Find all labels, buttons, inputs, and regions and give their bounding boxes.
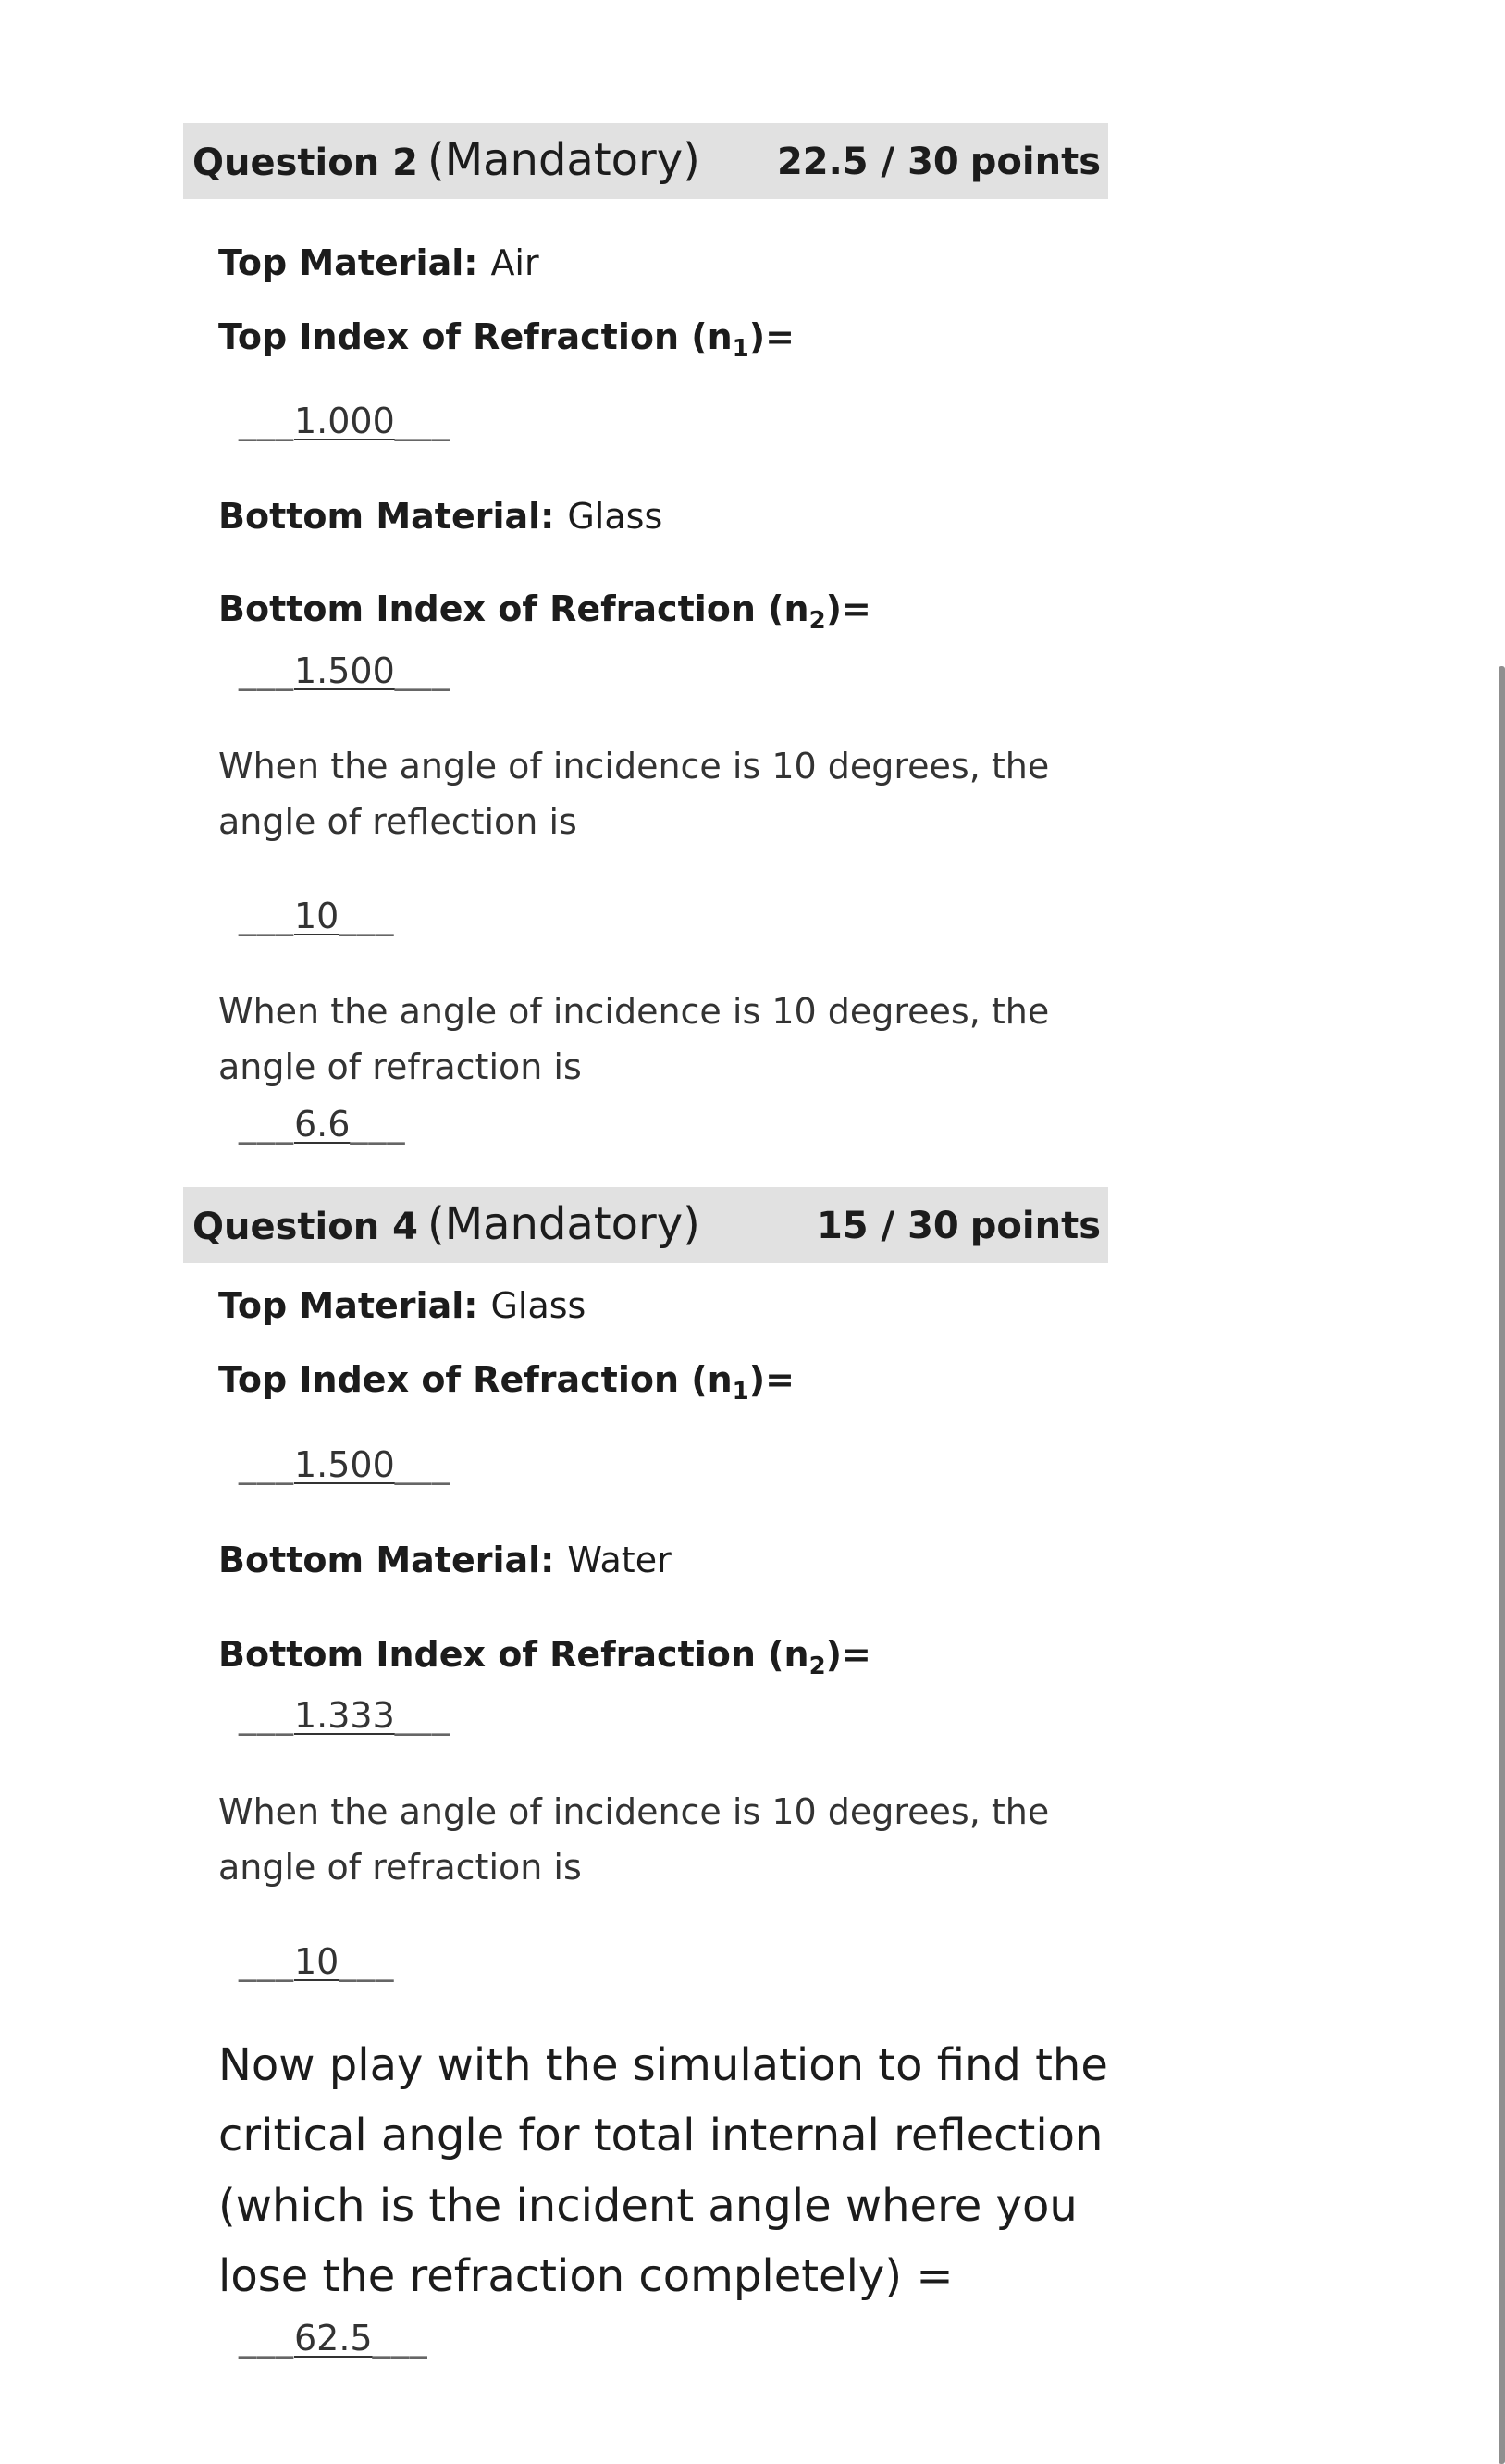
question-4-score: [817, 1198, 1101, 1254]
blank-left: ___: [239, 1444, 294, 1485]
question-4-score-value: 15 / 30: [816, 1205, 959, 1247]
q4-top-index-sub: 1: [732, 1378, 749, 1405]
question-2-title: [192, 132, 700, 191]
q2-bottom-index-sub: 2: [808, 607, 826, 635]
q2-bottom-material-label: Bottom Material:: [218, 496, 555, 537]
blank-left: ___: [239, 650, 294, 691]
q2-top-index-answer: [239, 398, 450, 444]
q4-bottom-material-label: Bottom Material:: [218, 1540, 555, 1580]
blank-left: ___: [239, 2318, 294, 2359]
q4-bottom-material: [218, 1536, 672, 1584]
blank-right: ___: [372, 2318, 428, 2359]
q2-top-material-value: Air: [490, 242, 539, 283]
blank-left: ___: [239, 1695, 294, 1736]
q4-bottom-material-value: Water: [567, 1540, 672, 1580]
q4-bottom-index-answer-value: 1.333: [294, 1695, 395, 1736]
q4-top-material: [218, 1282, 586, 1330]
q4-critical-angle-answer: [239, 2315, 428, 2361]
blank-left: ___: [239, 1941, 294, 1982]
question-4-label: Question 4: [192, 1206, 418, 1248]
blank-left: ___: [239, 401, 294, 441]
q2-refraction-answer: [239, 1101, 405, 1147]
blank-right: ___: [350, 1104, 406, 1145]
q4-bottom-index-sub: 2: [808, 1653, 826, 1680]
question-2-label: Question 2: [192, 142, 418, 184]
q2-top-index-label: [218, 313, 795, 361]
q2-top-index-sub: 1: [732, 335, 749, 363]
q4-refraction-answer: [239, 1938, 394, 1985]
q4-bottom-index-suffix: )=: [825, 1634, 871, 1675]
q4-bottom-index-text: Bottom Index of Refraction (n: [218, 1634, 809, 1675]
blank-right: ___: [394, 650, 450, 691]
q2-bottom-index-answer-value: 1.500: [294, 650, 395, 691]
q4-refraction-answer-value: 10: [294, 1941, 339, 1982]
question-4-title: [192, 1196, 700, 1255]
q2-reflection-answer: [239, 893, 394, 939]
q2-top-material: [218, 239, 539, 287]
blank-left: ___: [239, 1104, 294, 1145]
blank-right: ___: [394, 401, 450, 441]
q2-refraction-answer-value: 6.6: [294, 1104, 351, 1145]
question-2-header: [183, 123, 1108, 199]
q2-bottom-material: [218, 492, 662, 540]
q4-top-index-label: [218, 1356, 795, 1404]
q4-top-index-answer: [239, 1442, 450, 1488]
q4-top-index-text: Top Index of Refraction (n: [218, 1359, 733, 1400]
q2-refraction-prompt: When the angle of incidence is 10 degrees, the angle of refraction is: [218, 991, 1050, 1087]
q2-top-index-suffix: )=: [748, 316, 795, 357]
question-2-score: [777, 134, 1101, 190]
q4-top-index-answer-value: 1.500: [294, 1444, 395, 1485]
blank-right: ___: [339, 896, 395, 936]
blank-right: ___: [394, 1444, 450, 1485]
blank-right: ___: [339, 1941, 395, 1982]
q2-bottom-material-value: Glass: [567, 496, 663, 537]
blank-right: ___: [394, 1695, 450, 1736]
q2-bottom-index-label: [218, 585, 871, 633]
q2-top-index-answer-value: 1.000: [294, 401, 395, 441]
q2-top-material-label: Top Material:: [218, 242, 478, 283]
q2-reflection-answer-value: 10: [294, 896, 339, 936]
question-4-mandatory: (Mandatory): [426, 1198, 700, 1250]
q2-bottom-index-text: Bottom Index of Refraction (n: [218, 588, 809, 629]
q4-critical-angle-answer-value: 62.5: [294, 2318, 373, 2359]
q4-top-index-suffix: )=: [748, 1359, 795, 1400]
vertical-scrollbar[interactable]: [1499, 666, 1505, 2464]
question-2-points-word: points: [969, 141, 1101, 183]
q2-bottom-index-suffix: )=: [825, 588, 871, 629]
question-4-header: [183, 1187, 1108, 1263]
q4-refraction-prompt: When the angle of incidence is 10 degrees, the angle of refraction is: [218, 1791, 1050, 1888]
q4-bottom-index-answer: [239, 1692, 450, 1739]
q2-top-index-text: Top Index of Refraction (n: [218, 316, 733, 357]
question-4-points-word: points: [969, 1205, 1101, 1247]
question-2-mandatory: (Mandatory): [426, 134, 700, 186]
blank-left: ___: [239, 896, 294, 936]
q4-critical-angle-prompt: Now play with the simulation to find the critical angle for total internal reflection (which is the incident angle where you lose the refraction completely) =: [218, 2039, 1108, 2302]
q2-bottom-index-answer: [239, 648, 450, 694]
q4-top-material-value: Glass: [490, 1285, 586, 1326]
q4-top-material-label: Top Material:: [218, 1285, 478, 1326]
q4-bottom-index-label: [218, 1630, 871, 1678]
question-2-score-value: 22.5 / 30: [776, 141, 959, 183]
q2-reflection-prompt: When the angle of incidence is 10 degrees, the angle of reflection is: [218, 746, 1050, 842]
